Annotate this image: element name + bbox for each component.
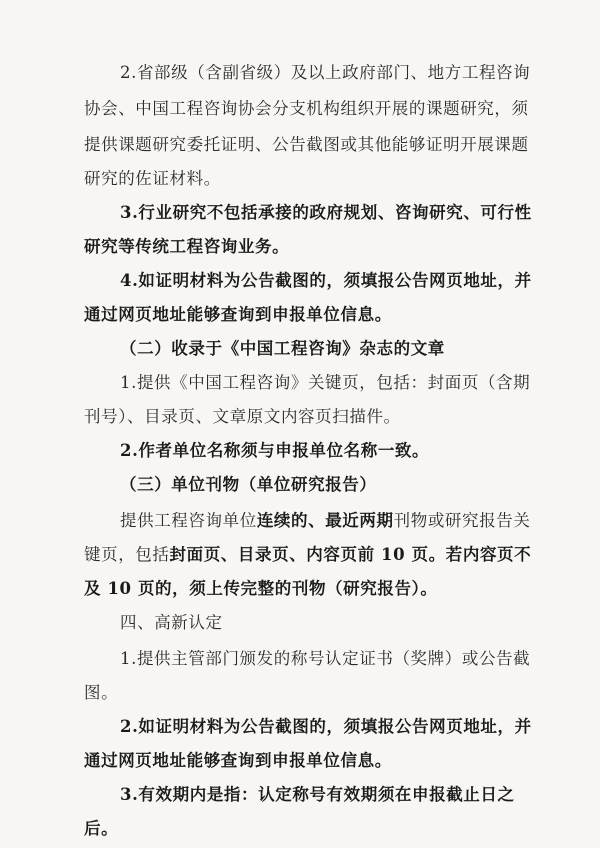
text-line: 提供课题研究委托证明、公告截图或其他能够证明开展课题	[84, 135, 529, 154]
text-segment: 键页，包括	[84, 545, 170, 564]
text-line: 4.如证明材料为公告截图的，须填报公告网页地址，并	[120, 271, 532, 290]
text-line: 图。	[84, 683, 119, 702]
section-heading: 四、高新认定	[120, 613, 223, 632]
text-segment: 提供工程咨询单位	[120, 511, 257, 530]
text-line: 2.作者单位名称须与申报单位名称一致。	[120, 441, 430, 460]
text-segment-bold: 连续的、最近两期	[256, 511, 394, 530]
text-line: 1.提供主管部门颁发的称号认定证书（奖牌）或公告截	[120, 649, 531, 668]
text-line	[120, 510, 600, 532]
text-line: 通过网页地址能够查询到申报单位信息。	[84, 305, 392, 324]
text-line: 3.行业研究不包括承接的政府规划、咨询研究、可行性	[120, 203, 532, 222]
text-segment: 刊物或研究报告关	[393, 511, 531, 530]
section-heading: （二）收录于《中国工程咨询》杂志的文章	[120, 339, 445, 358]
text-segment-bold: 封面页、目录页、内容页前 10 页。若内容页不	[169, 545, 532, 564]
text-line: 2.省部级（含副省级）及以上政府部门、地方工程咨询	[120, 63, 531, 82]
text-line: 刊号）、目录页、文章原文内容页扫描件。	[84, 407, 401, 426]
text-line	[84, 544, 600, 566]
text-line: 协会、中国工程咨询协会分支机构组织开展的课题研究，须	[84, 99, 529, 118]
text-line: 研究的佐证材料。	[84, 169, 221, 188]
text-line: 后。	[84, 819, 119, 838]
text-line: 通过网页地址能够查询到申报单位信息。	[84, 751, 392, 770]
text-line: 3.有效期内是指：认定称号有效期须在申报截止日之	[120, 785, 515, 804]
text-line: 及 10 页的，须上传完整的刊物（研究报告）。	[84, 579, 438, 598]
text-line: 2.如证明材料为公告截图的，须填报公告网页地址，并	[120, 717, 532, 736]
section-heading: （三）单位刊物（单位研究报告）	[120, 475, 377, 494]
text-line: 1.提供《中国工程咨询》关键页，包括：封面页（含期	[120, 373, 531, 392]
text-line: 研究等传统工程咨询业务。	[84, 237, 290, 256]
